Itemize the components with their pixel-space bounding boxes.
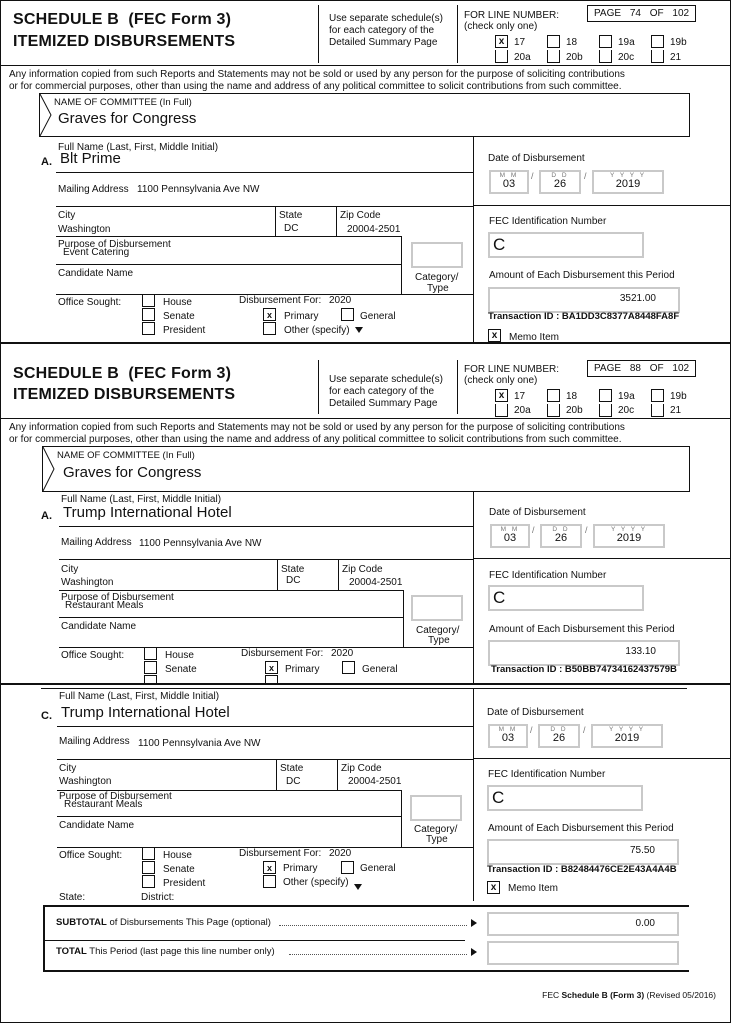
arrow-right-icon — [471, 919, 477, 927]
primary-checkbox[interactable]: x — [265, 661, 278, 674]
column-divider — [473, 137, 474, 343]
committee-box — [42, 446, 690, 492]
date-separator: / — [584, 171, 587, 181]
total-box[interactable] — [487, 941, 679, 965]
chevron-marker-icon — [40, 94, 52, 136]
subtotal-box[interactable]: 0.00 — [487, 912, 679, 936]
divider — [43, 905, 45, 970]
divider — [336, 206, 337, 236]
fec-id-label: FEC Identification Number — [489, 216, 607, 227]
line-19a-checkbox[interactable] — [599, 389, 612, 402]
type-label: Type — [428, 635, 450, 646]
purpose-label: Purpose of Disbursement — [59, 791, 172, 802]
purpose: Restaurant Meals — [65, 600, 144, 611]
date-label: Date of Disbursement — [489, 507, 586, 518]
date-day-box[interactable]: D D 26 — [540, 524, 582, 548]
form-subtitle: ITEMIZED DISBURSEMENTS — [13, 33, 236, 50]
house-checkbox[interactable] — [144, 647, 157, 660]
state-label: State — [280, 763, 304, 774]
city: Washington — [61, 577, 114, 588]
divider — [57, 816, 401, 817]
president-checkbox[interactable] — [142, 875, 155, 888]
type-label: Type — [427, 283, 449, 294]
transaction-id: Transaction ID : B50BB74734162437579B — [491, 664, 677, 675]
schedule-page-1 — [0, 0, 731, 343]
leader-dots — [279, 925, 467, 926]
category-box[interactable] — [411, 242, 463, 268]
fec-id-label: FEC Identification Number — [489, 570, 607, 581]
type-label: Type — [426, 834, 448, 845]
page-counter: PAGE 88 OF 102 — [587, 360, 696, 377]
amount-box[interactable]: 75.50 — [487, 839, 679, 865]
divider — [56, 236, 401, 237]
amount-box[interactable]: 3521.00 — [488, 287, 680, 313]
line-20b-checkbox[interactable] — [547, 404, 560, 417]
divider — [41, 688, 687, 689]
schedule-title: SCHEDULE B (FEC Form 3) — [13, 11, 232, 28]
line-17-checkbox[interactable]: x — [495, 35, 508, 48]
general-checkbox[interactable] — [342, 661, 355, 674]
category-label: Category/ — [414, 824, 458, 835]
line-21-label: 21 — [670, 52, 682, 63]
line-20c-label: 20c — [618, 52, 635, 63]
committee-label: NAME OF COMMITTEE (In Full) — [57, 450, 195, 461]
line-21-checkbox[interactable] — [651, 404, 664, 417]
amount-label: Amount of Each Disbursement this Period — [488, 823, 674, 834]
state: DC — [284, 223, 299, 234]
entry-letter: A. — [41, 156, 52, 168]
dropdown-arrow-icon — [354, 884, 362, 890]
city: Washington — [59, 776, 112, 787]
divider — [59, 617, 403, 618]
date-month-box[interactable]: M M 03 — [488, 724, 528, 748]
election-year: 2020 — [329, 295, 352, 306]
purpose: Event Catering — [63, 247, 130, 258]
line-21-label: 21 — [670, 405, 682, 416]
zip: 20004-2501 — [349, 577, 403, 588]
zip-label: Zip Code — [340, 210, 381, 221]
leader-dots — [289, 954, 467, 955]
line-number-label: FOR LINE NUMBER: (check only one) — [464, 10, 560, 32]
primary-label: Primary — [283, 863, 318, 874]
mailing-address-label: Mailing Address — [61, 537, 132, 548]
disbursement-for-label: Disbursement For: — [239, 848, 322, 859]
line-20a-checkbox[interactable] — [495, 404, 508, 417]
date-year-box[interactable]: Y Y Y Y 2019 — [591, 724, 663, 748]
divider — [473, 558, 730, 559]
memo-item-checkbox[interactable]: x — [487, 881, 500, 894]
divider — [401, 790, 402, 847]
amount-label: Amount of Each Disbursement this Period — [489, 624, 675, 635]
date-separator: / — [530, 725, 533, 735]
date-label: Date of Disbursement — [488, 153, 585, 164]
dropdown-arrow-icon — [355, 327, 363, 333]
total-label: TOTAL This Period (last page this line number only) — [56, 946, 275, 957]
schedule-page-2 — [0, 343, 731, 684]
payee-name: Trump International Hotel — [63, 504, 232, 521]
zip-label: Zip Code — [341, 763, 382, 774]
president-label: President — [163, 878, 206, 889]
district-footer-label: District: — [141, 892, 175, 903]
fec-id-box[interactable]: C — [487, 785, 643, 811]
city-label: City — [58, 210, 76, 221]
date-year-box[interactable]: Y Y Y Y 2019 — [593, 524, 665, 548]
form-subtitle: ITEMIZED DISBURSEMENTS — [13, 386, 236, 403]
general-label: General — [360, 311, 396, 322]
state-label: State — [281, 564, 305, 575]
office-sought-label: Office Sought: — [58, 297, 122, 308]
fec-id-box[interactable]: C — [488, 232, 644, 258]
schedule-title: SCHEDULE B (FEC Form 3) — [13, 365, 232, 382]
divider — [403, 590, 404, 647]
purpose: Restaurant Meals — [64, 799, 143, 810]
mailing-address-label: Mailing Address — [59, 736, 130, 747]
city-label: City — [59, 763, 77, 774]
entry-letter: C. — [41, 710, 52, 722]
page-counter: PAGE 74 OF 102 — [587, 5, 696, 22]
senate-label: Senate — [165, 664, 197, 675]
date-month-box[interactable]: M M 03 — [490, 524, 530, 548]
line-19a-label: 19a — [618, 37, 635, 48]
president-label: President — [163, 325, 206, 336]
subtotal-label: SUBTOTAL of Disbursements This Page (optional) — [56, 917, 271, 928]
divider — [275, 206, 276, 236]
house-label: House — [163, 297, 192, 308]
date-year-box[interactable]: Y Y Y Y 2019 — [592, 170, 664, 194]
divider — [57, 759, 473, 760]
category-box[interactable] — [411, 595, 463, 621]
arrow-right-icon — [471, 948, 477, 956]
president-checkbox[interactable] — [142, 322, 155, 335]
separate-schedule-note: Use separate schedule(s) for each category of the Detailed Summary Page — [318, 5, 458, 63]
disbursement-for-label: Disbursement For: — [241, 648, 324, 659]
memo-item-label: Memo Item — [508, 883, 559, 894]
election-year: 2020 — [329, 848, 352, 859]
transaction-id: Transaction ID : BA1DD3C8377A8448FA8F — [488, 311, 680, 322]
divider — [338, 559, 339, 590]
divider — [277, 559, 278, 590]
line-17-label: 17 — [514, 37, 526, 48]
entry-letter: A. — [41, 510, 52, 522]
divider — [59, 559, 473, 560]
memo-item-label: Memo Item — [509, 332, 560, 343]
disclaimer: Any information copied from such Reports and Statements may not be sold or used by any person for the purpose of soliciting contributions or for commercial purposes, other than using the name and address of any political committee to solicit contributions from such committee. — [1, 418, 730, 449]
line-20c-checkbox[interactable] — [599, 404, 612, 417]
line-19b-label: 19b — [670, 37, 687, 48]
committee-box — [39, 93, 690, 137]
category-label: Category/ — [415, 272, 459, 283]
mailing-address: 1100 Pennsylvania Ave NW — [139, 538, 262, 549]
senate-label: Senate — [163, 311, 195, 322]
committee-label: NAME OF COMMITTEE (In Full) — [54, 97, 192, 108]
zip: 20004-2501 — [348, 776, 402, 787]
zip-label: Zip Code — [342, 564, 383, 575]
purpose-label: Purpose of Disbursement — [61, 592, 174, 603]
divider — [401, 236, 402, 294]
line-17-checkbox[interactable]: x — [495, 389, 508, 402]
senate-checkbox[interactable] — [142, 308, 155, 321]
line-20a-label: 20a — [514, 52, 531, 63]
divider — [43, 905, 689, 907]
column-divider — [473, 688, 474, 901]
house-label: House — [165, 650, 194, 661]
column-divider — [473, 492, 474, 684]
divider — [473, 205, 730, 206]
mailing-address: 1100 Pennsylvania Ave NW — [137, 184, 260, 195]
general-label: General — [360, 863, 396, 874]
line-18-checkbox[interactable] — [547, 389, 560, 402]
schedule-page-3 — [0, 684, 731, 1023]
memo-item-checkbox[interactable]: x — [488, 329, 501, 342]
divider — [276, 759, 277, 790]
general-checkbox[interactable] — [341, 861, 354, 874]
divider — [43, 940, 465, 941]
payee-name: Trump International Hotel — [61, 704, 230, 721]
date-day-box[interactable]: D D 26 — [539, 170, 581, 194]
line-19b-checkbox[interactable] — [651, 389, 664, 402]
line-17-label: 17 — [514, 391, 526, 402]
fec-id-label: FEC Identification Number — [488, 769, 606, 780]
full-name-label: Full Name (Last, First, Middle Initial) — [61, 494, 222, 505]
line-21-checkbox[interactable] — [651, 50, 664, 63]
purpose-label: Purpose of Disbursement — [58, 239, 171, 250]
line-20b-checkbox[interactable] — [547, 50, 560, 63]
president-checkbox[interactable] — [144, 675, 157, 684]
senate-label: Senate — [163, 864, 195, 875]
date-separator: / — [583, 725, 586, 735]
city-label: City — [61, 564, 79, 575]
line-20c-label: 20c — [618, 405, 635, 416]
senate-checkbox[interactable] — [144, 661, 157, 674]
committee-name: Graves for Congress — [63, 464, 202, 481]
full-name-label: Full Name (Last, First, Middle Initial) — [59, 691, 220, 702]
category-label: Category/ — [416, 625, 460, 636]
date-separator: / — [531, 171, 534, 181]
date-label: Date of Disbursement — [487, 707, 584, 718]
line-19a-checkbox[interactable] — [599, 35, 612, 48]
city: Washington — [58, 224, 111, 235]
payee-name: Blt Prime — [60, 150, 121, 167]
senate-checkbox[interactable] — [142, 861, 155, 874]
line-20b-label: 20b — [566, 52, 583, 63]
zip: 20004-2501 — [347, 224, 401, 235]
mailing-address-label: Mailing Address — [58, 184, 129, 195]
divider — [59, 526, 473, 527]
line-19a-label: 19a — [618, 391, 635, 402]
primary-label: Primary — [285, 664, 320, 675]
committee-name: Graves for Congress — [58, 110, 197, 127]
chevron-marker-icon — [43, 447, 55, 491]
general-label: General — [362, 664, 398, 675]
house-label: House — [163, 850, 192, 861]
separate-schedule-note: Use separate schedule(s) for each category of the Detailed Summary Page — [318, 360, 458, 414]
primary-checkbox[interactable]: x — [263, 861, 276, 874]
fec-id-box[interactable]: C — [488, 585, 644, 611]
date-separator: / — [532, 525, 535, 535]
state: DC — [286, 776, 301, 787]
candidate-name-label: Candidate Name — [58, 268, 134, 279]
divider — [56, 172, 473, 173]
line-20a-checkbox[interactable] — [495, 50, 508, 63]
line-number-label: FOR LINE NUMBER: (check only one) — [464, 364, 560, 386]
other-label: Other (specify) — [284, 325, 350, 336]
divider — [59, 590, 403, 591]
other-checkbox[interactable] — [263, 322, 276, 335]
divider — [473, 758, 730, 759]
primary-label: Primary — [284, 311, 319, 322]
divider — [57, 726, 473, 727]
line-18-label: 18 — [566, 37, 578, 48]
other-label: Other (specify) — [283, 877, 349, 888]
other-checkbox[interactable] — [263, 875, 276, 888]
line-18-checkbox[interactable] — [547, 35, 560, 48]
state: DC — [286, 575, 301, 586]
house-checkbox[interactable] — [142, 294, 155, 307]
office-sought-label: Office Sought: — [59, 850, 123, 861]
date-day-box[interactable]: D D 26 — [538, 724, 580, 748]
general-checkbox[interactable] — [341, 308, 354, 321]
date-month-box[interactable]: M M 03 — [489, 170, 529, 194]
transaction-id: Transaction ID : B82484476CE2E43A4A4B — [487, 864, 677, 875]
state-footer-label: State: — [59, 892, 86, 903]
line-19b-label: 19b — [670, 391, 687, 402]
house-checkbox[interactable] — [142, 847, 155, 860]
line-20a-label: 20a — [514, 405, 531, 416]
election-year: 2020 — [331, 648, 354, 659]
divider — [56, 206, 473, 207]
disbursement-for-label: Disbursement For: — [239, 295, 322, 306]
divider — [337, 759, 338, 790]
category-box[interactable] — [410, 795, 462, 821]
form-footer: FEC Schedule B (Form 3) (Revised 05/2016) — [542, 990, 716, 1000]
divider — [43, 970, 689, 972]
full-name-label: Full Name (Last, First, Middle Initial) — [58, 142, 219, 153]
candidate-name-label: Candidate Name — [59, 820, 135, 831]
other-checkbox[interactable] — [265, 675, 278, 684]
line-19b-checkbox[interactable] — [651, 35, 664, 48]
candidate-name-label: Candidate Name — [61, 621, 137, 632]
amount-box[interactable]: 133.10 — [488, 640, 680, 666]
state-label: State — [279, 210, 303, 221]
amount-label: Amount of Each Disbursement this Period — [489, 270, 675, 281]
date-separator: / — [585, 525, 588, 535]
primary-checkbox[interactable]: x — [263, 308, 276, 321]
line-20b-label: 20b — [566, 405, 583, 416]
office-sought-label: Office Sought: — [61, 650, 125, 661]
line-18-label: 18 — [566, 391, 578, 402]
line-20c-checkbox[interactable] — [599, 50, 612, 63]
mailing-address: 1100 Pennsylvania Ave NW — [138, 738, 261, 749]
disclaimer: Any information copied from such Reports and Statements may not be sold or used by any person for the purpose of soliciting contributions or for commercial purposes, other than using the name and address of any political committee to solicit contributions from such committee. — [1, 65, 730, 96]
divider — [56, 264, 401, 265]
